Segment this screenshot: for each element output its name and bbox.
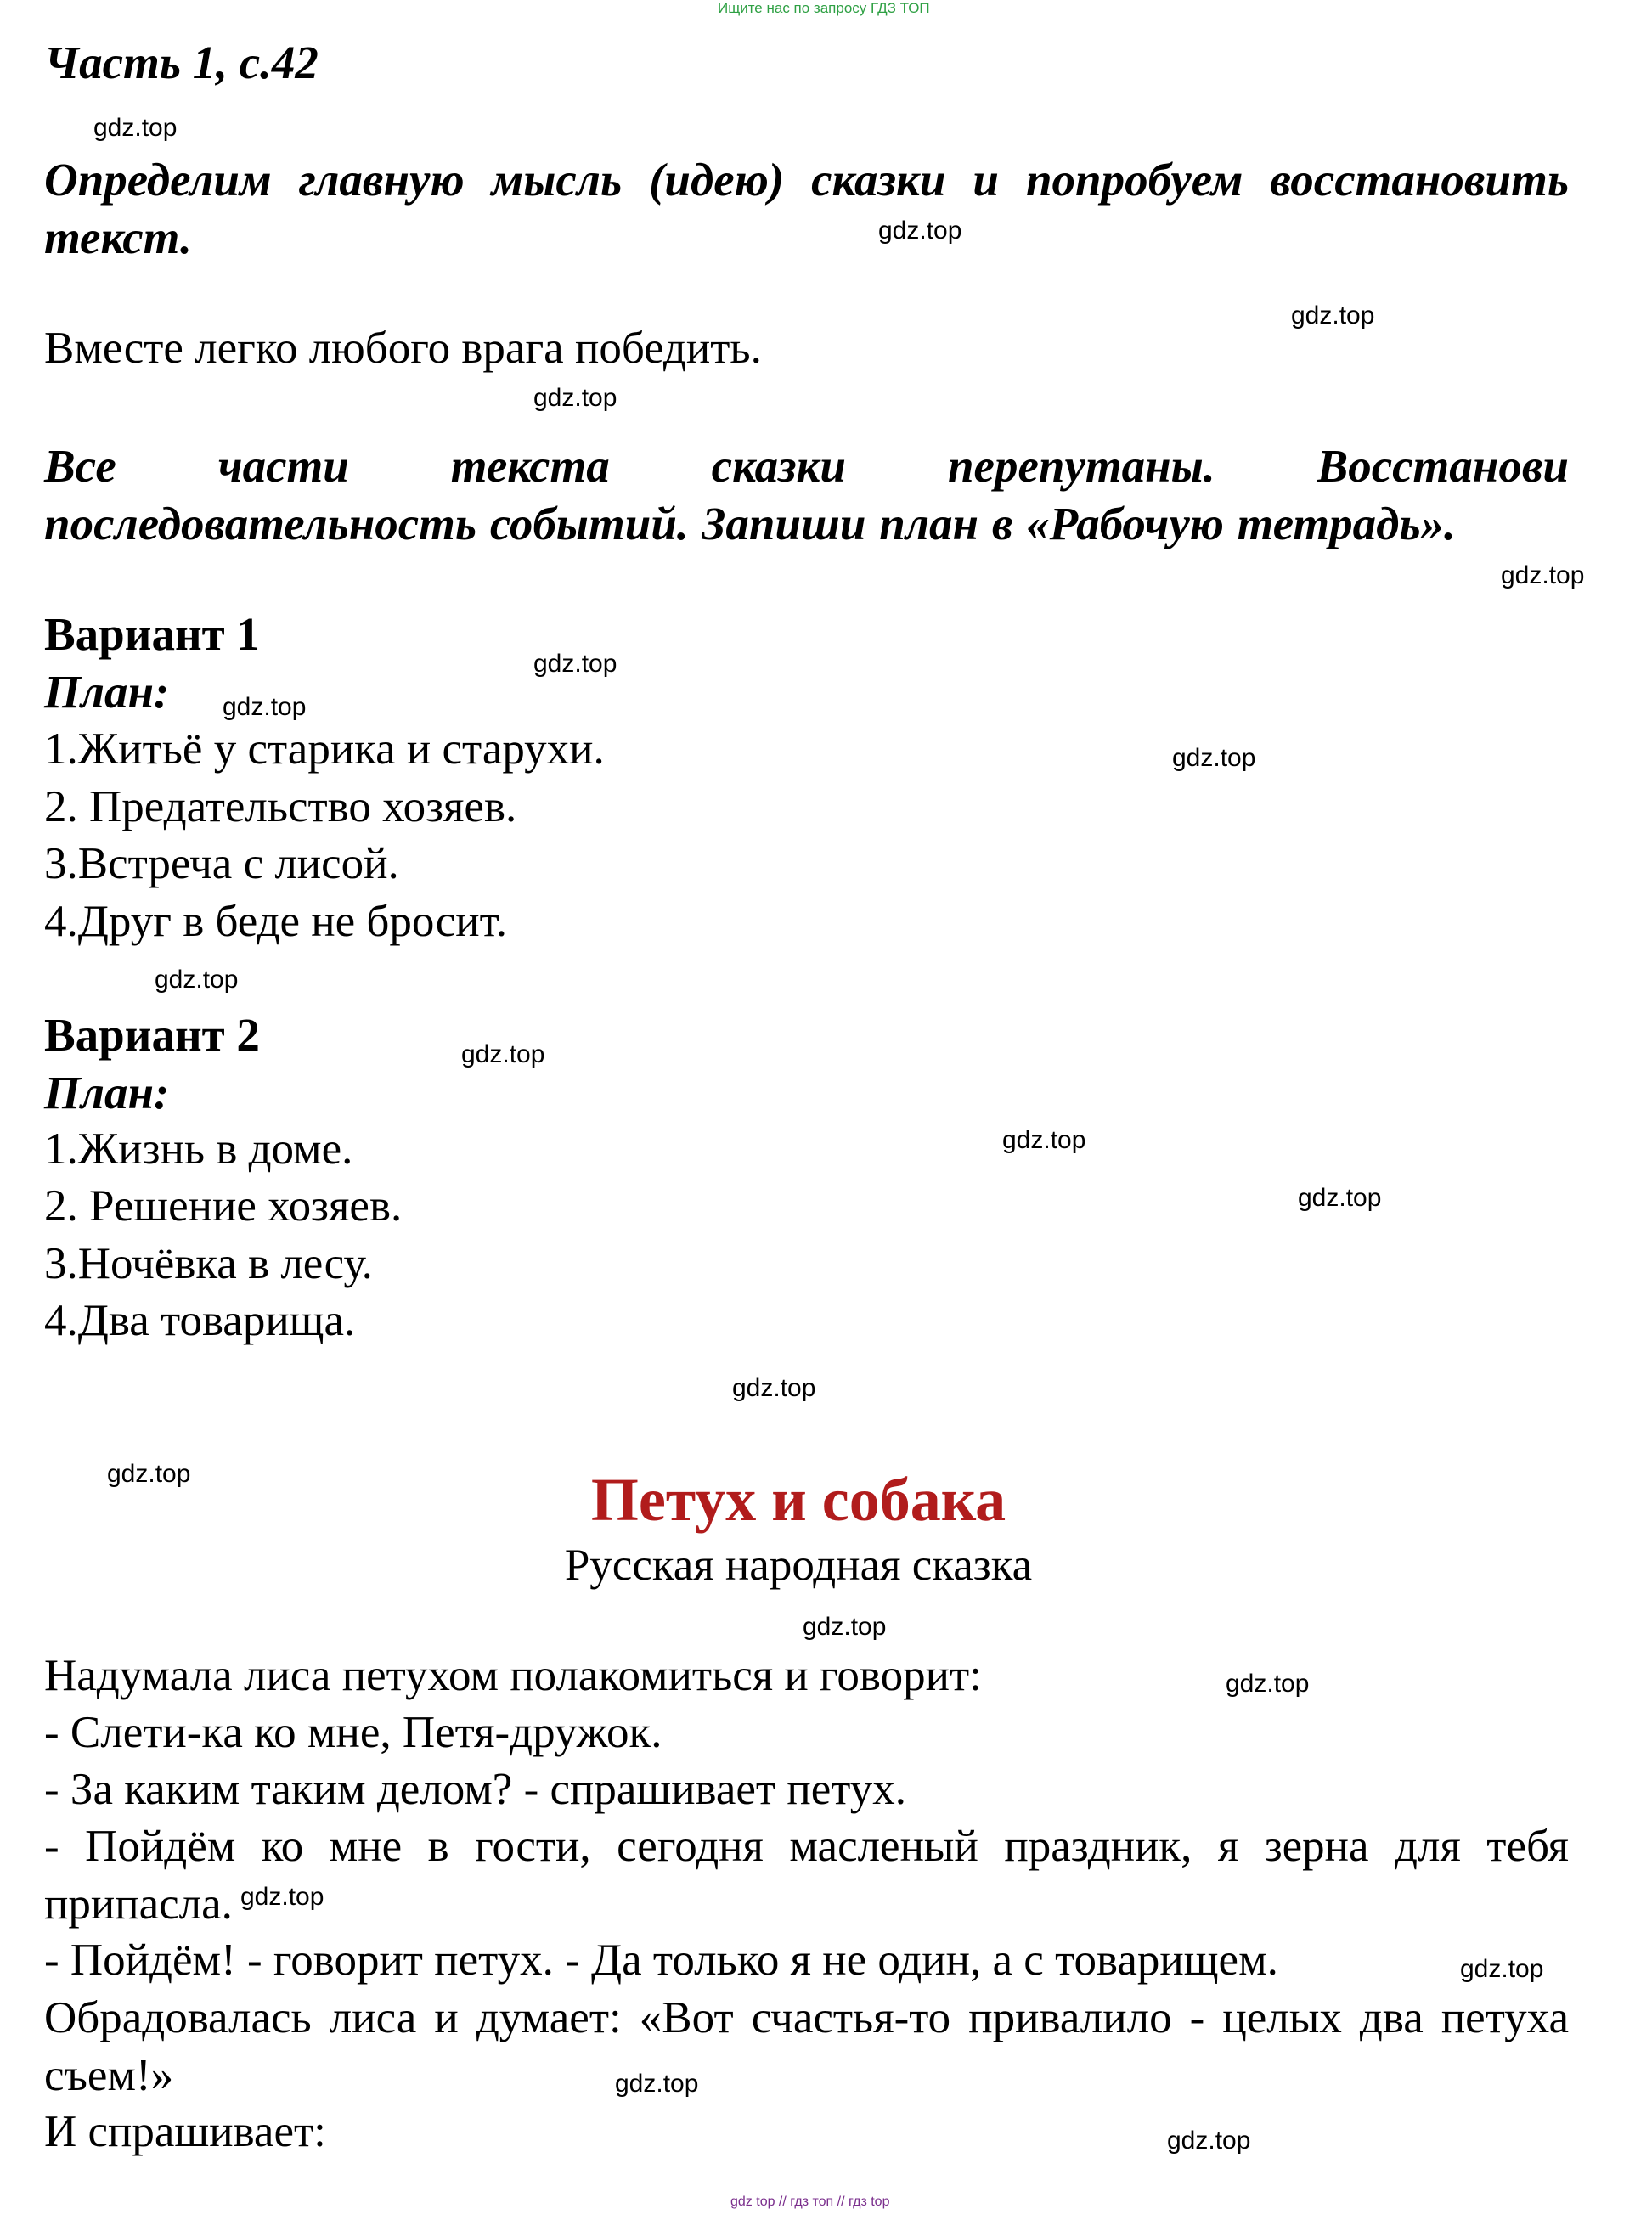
story-line-6: Обрадовалась лиса и думает: «Вот счастья-то привалило - целых два петуха съем!» (44, 1993, 1569, 2100)
footer-links[interactable]: gdz top // гдз топ // гдз top (730, 2194, 890, 2209)
variant1-plan-label: План: (44, 666, 170, 718)
top-banner[interactable]: Ищите нас по запросу ГДЗ ТОП (718, 0, 930, 16)
watermark: gdz.top (533, 650, 617, 678)
variant2-item-4: 4.Два товарища. (44, 1296, 356, 1345)
variant2-heading: Вариант 2 (44, 1009, 260, 1061)
watermark: gdz.top (1501, 561, 1585, 589)
story-line-3: - За каким таким делом? - спрашивает петух. (44, 1765, 906, 1814)
watermark: gdz.top (803, 1613, 887, 1641)
variant1-heading: Вариант 1 (44, 608, 260, 660)
story-title: Петух и собака (590, 1466, 1006, 1534)
story-line-5: - Пойдём! - говорит петух. - Да только я не один, а с товарищем. (44, 1935, 1278, 1985)
watermark: gdz.top (1172, 744, 1256, 772)
watermark: gdz.top (1298, 1184, 1382, 1212)
story-line-1: Надумала лиса петухом полакомиться и говорит: (44, 1651, 982, 1700)
watermark: gdz.top (1226, 1670, 1310, 1698)
watermark: gdz.top (1002, 1126, 1086, 1154)
variant2-item-1: 1.Жизнь в доме. (44, 1124, 353, 1174)
variant2-item-2: 2. Решение хозяев. (44, 1181, 403, 1231)
variant1-item-3: 3.Встреча с лисой. (44, 839, 399, 888)
page-header: Часть 1, с.42 (44, 37, 319, 88)
watermark: gdz.top (878, 217, 962, 245)
watermark: gdz.top (93, 114, 178, 142)
watermark: gdz.top (533, 384, 617, 412)
variant1-item-1: 1.Житьё у старика и старухи. (44, 724, 605, 774)
watermark: gdz.top (1167, 2127, 1251, 2155)
watermark: gdz.top (1291, 301, 1375, 330)
story-line-2: - Слети-ка ко мне, Петя-дружок. (44, 1708, 662, 1757)
story-line-7: И спрашивает: (44, 2107, 326, 2156)
watermark: gdz.top (461, 1040, 545, 1068)
variant1-item-4: 4.Друг в беде не бросит. (44, 897, 508, 946)
variant1-item-2: 2. Предательство хозяев. (44, 782, 517, 831)
task-main-idea: Определим главную мысль (идею) сказки и попробуем восстановить текст. (44, 154, 1569, 263)
watermark: gdz.top (240, 1883, 324, 1911)
watermark: gdz.top (223, 693, 307, 721)
answer-main-idea: Вместе легко любого врага победить. (44, 324, 762, 373)
watermark: gdz.top (107, 1460, 191, 1488)
story-subtitle: Русская народная сказка (564, 1541, 1033, 1590)
watermark: gdz.top (1460, 1955, 1544, 1983)
watermark: gdz.top (155, 966, 239, 994)
variant2-plan-label: План: (44, 1067, 170, 1118)
story-line-4: - Пойдём ко мне в гости, сегодня масленый праздник, я зерна для тебя припасла. (44, 1822, 1569, 1929)
watermark: gdz.top (615, 2070, 699, 2098)
task-restore-order: Все части текста сказки перепутаны. Восстанови последовательность событий. Запиши план в «Рабочую тетрадь». (44, 440, 1569, 549)
variant2-item-3: 3.Ночёвка в лесу. (44, 1239, 373, 1288)
watermark: gdz.top (732, 1374, 816, 1402)
